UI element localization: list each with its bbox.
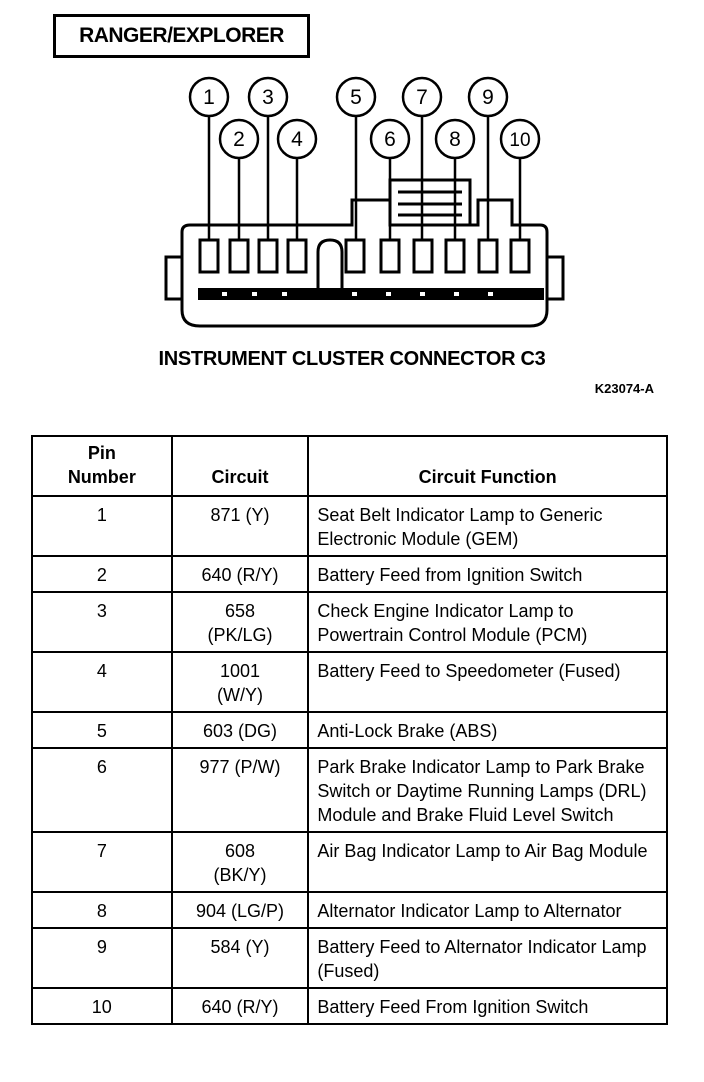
- circuit-function-cell: Battery Feed From Ignition Switch: [308, 988, 667, 1024]
- circuit-cell: [172, 652, 309, 712]
- pin-label-10: 10: [509, 130, 531, 151]
- pin-cavity-2: [230, 240, 248, 272]
- circuit-line: 640 (R/Y): [201, 565, 279, 585]
- circuit-cell: [172, 556, 309, 592]
- pin-cavity-6: [381, 240, 399, 272]
- connector-title: INSTRUMENT CLUSTER CONNECTOR C3: [158, 348, 546, 370]
- table-row: [32, 988, 667, 1024]
- connector-right-tab: [547, 257, 563, 299]
- circuit-function-cell: Air Bag Indicator Lamp to Air Bag Module: [308, 832, 667, 892]
- pin-number-cell: 2: [32, 556, 172, 592]
- circuit-line: 603 (DG): [202, 721, 277, 741]
- pin-label-6: 6: [384, 128, 396, 151]
- pin-number-cell: 3: [32, 592, 172, 652]
- circuit-function-cell: Anti-Lock Brake (ABS): [308, 712, 667, 748]
- pin-label-5: 5: [350, 86, 362, 109]
- pin-label-8: 8: [449, 128, 461, 151]
- pin-number-cell: 10: [32, 988, 172, 1024]
- table-header-row: [32, 436, 667, 496]
- pin-table: [31, 435, 668, 1025]
- circuit-line: 871 (Y): [210, 505, 270, 525]
- circuit-line: 608: [224, 841, 255, 861]
- circuit-line: 1001: [219, 661, 260, 681]
- circuit-line: (BK/Y): [213, 865, 267, 885]
- circuit-function-cell: Battery Feed from Ignition Switch: [308, 556, 667, 592]
- table-row: [32, 652, 667, 712]
- circuit-line: 584 (Y): [210, 937, 270, 957]
- header-pin-number: Pin Number: [32, 436, 172, 496]
- table-row: [32, 712, 667, 748]
- part-id: K23074-A: [594, 381, 654, 396]
- pin-label-7: 7: [416, 86, 428, 109]
- pin-cavity-8: [446, 240, 464, 272]
- pin-number-cell: 4: [32, 652, 172, 712]
- circuit-cell: [172, 892, 309, 928]
- pin-cavity-10: [511, 240, 529, 272]
- pin-number-cell: 8: [32, 892, 172, 928]
- circuit-line: 640 (R/Y): [201, 997, 279, 1017]
- pin-cavity-3: [259, 240, 277, 272]
- circuit-line: 977 (P/W): [199, 757, 281, 777]
- circuit-line: (PK/LG): [207, 625, 273, 645]
- pin-cavity-4: [288, 240, 306, 272]
- circuit-function-cell: Battery Feed to Speedometer (Fused): [308, 652, 667, 712]
- pin-number-cell: 1: [32, 496, 172, 556]
- pin-label-2: 2: [233, 128, 245, 151]
- pin-number-cell: 6: [32, 748, 172, 832]
- circuit-cell: [172, 496, 309, 556]
- pin-number-cell: 7: [32, 832, 172, 892]
- table-row: [32, 496, 667, 556]
- circuit-function-cell: Alternator Indicator Lamp to Alternator: [308, 892, 667, 928]
- circuit-cell: [172, 748, 309, 832]
- pin-label-4: 4: [291, 128, 303, 151]
- diagram-title: RANGER/EXPLORER: [53, 14, 310, 58]
- pin-number-cell: 5: [32, 712, 172, 748]
- table-row: [32, 592, 667, 652]
- pin-label-3: 3: [262, 86, 274, 109]
- circuit-cell: [172, 988, 309, 1024]
- table-row: [32, 748, 667, 832]
- table-row: [32, 832, 667, 892]
- circuit-line: 904 (LG/P): [195, 901, 284, 921]
- connector-keyway: [318, 240, 342, 290]
- circuit-cell: [172, 928, 309, 988]
- connector-diagram: [0, 0, 704, 345]
- pin-label-9: 9: [482, 86, 494, 109]
- circuit-function-cell: Battery Feed to Alternator Indicator Lamp (Fused): [308, 928, 667, 988]
- table-row: [32, 928, 667, 988]
- pin-number-cell: 9: [32, 928, 172, 988]
- pin-label-1: 1: [203, 86, 215, 109]
- circuit-line: (W/Y): [216, 685, 263, 705]
- pin-cavity-5: [346, 240, 364, 272]
- circuit-cell: [172, 712, 309, 748]
- circuit-cell: [172, 592, 309, 652]
- table-row: [32, 892, 667, 928]
- pin-cavity-9: [479, 240, 497, 272]
- header-circuit: Circuit: [172, 436, 309, 496]
- pin-cavity-1: [200, 240, 218, 272]
- connector-left-tab: [166, 257, 182, 299]
- header-circuit-function: Circuit Function: [308, 436, 667, 496]
- circuit-line: 658: [224, 601, 255, 621]
- circuit-cell: [172, 832, 309, 892]
- circuit-function-cell: Check Engine Indicator Lamp to Powertrain Control Module (PCM): [308, 592, 667, 652]
- circuit-function-cell: Park Brake Indicator Lamp to Park Brake Switch or Daytime Running Lamps (DRL) Module and Brake Fluid Level Switch: [308, 748, 667, 832]
- table-row: [32, 556, 667, 592]
- circuit-function-cell: Seat Belt Indicator Lamp to Generic Electronic Module (GEM): [308, 496, 667, 556]
- pin-cavity-7: [414, 240, 432, 272]
